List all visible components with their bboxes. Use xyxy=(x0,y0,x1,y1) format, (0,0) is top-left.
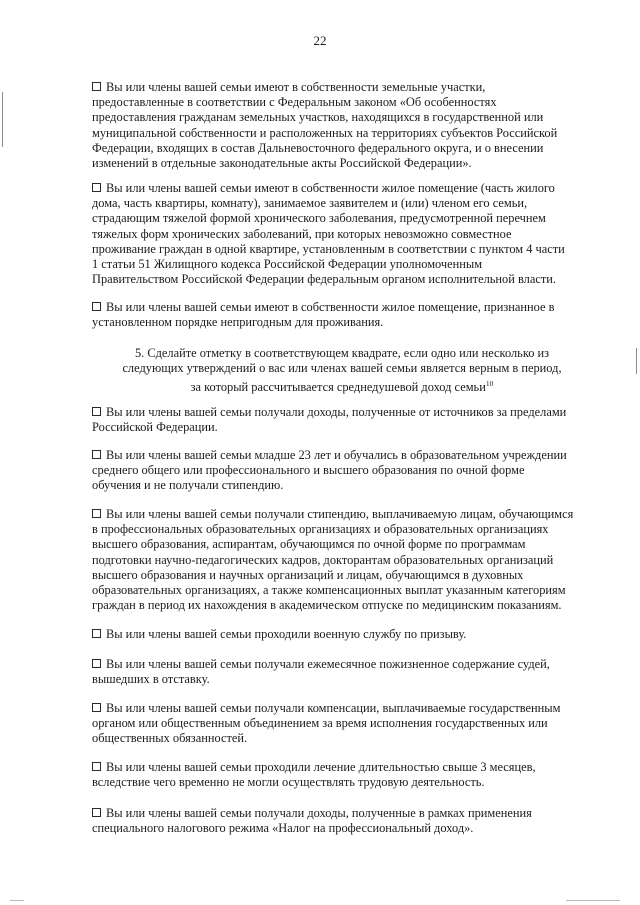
list-item xyxy=(92,80,592,171)
text-line-content: Вы или члены вашей семьи получали стипендию, выплачиваемую лицам, обучающимся xyxy=(106,507,574,521)
text-line: в профессиональных образовательных организациях и образовательных организациях xyxy=(92,522,549,537)
list-item xyxy=(92,507,592,613)
text-line xyxy=(92,507,592,522)
text-line: установленном порядке непригодным для проживания. xyxy=(92,315,384,330)
text-line-content: Вы или члены вашей семьи младше 23 лет и обучались в образовательном учреждении xyxy=(106,448,567,462)
text-line: вышедших в отставку. xyxy=(92,672,210,687)
text-line: Российской Федерации. xyxy=(92,420,218,435)
checkbox[interactable] xyxy=(92,509,101,518)
text-line: специального налогового режима «Налог на профессиональный доход». xyxy=(92,821,474,836)
text-line-content: Вы или члены вашей семьи получали доходы, полученные от источников за пределами xyxy=(106,405,567,419)
text-line: страдающим тяжелой формой хронического заболевания, предусмотренной перечнем xyxy=(92,211,546,226)
text-line xyxy=(92,657,592,672)
text-line xyxy=(92,300,592,315)
text-line: Федерации, входящих в состав Дальневосточного федерального округа, и о внесении xyxy=(92,140,544,155)
text-line: высшего образования, аспирантам, обучающимся по очной форме по программам xyxy=(92,537,526,552)
checkbox[interactable] xyxy=(92,450,101,459)
checkbox[interactable] xyxy=(92,808,101,817)
section-5-heading xyxy=(92,346,592,396)
list-item xyxy=(92,405,592,435)
text-line xyxy=(92,405,592,420)
text-line-content: Вы или члены вашей семьи имеют в собственности жилое помещение (часть жилого xyxy=(106,181,555,195)
text-line-content: Вы или члены вашей семьи проходили военную службу по призыву. xyxy=(106,627,467,641)
footnote-ref: 10 xyxy=(485,379,494,389)
text-line: 5. Сделайте отметку в соответствующем квадрате, если одно или несколько из xyxy=(134,346,550,360)
text-line: Правительством Российской Федерации федеральным органом исполнительной власти. xyxy=(92,272,556,287)
text-line: общественных обязанностей. xyxy=(92,731,248,746)
text-line: среднего общего или профессионального и высшего образования по очной форме xyxy=(92,463,525,478)
text-line: обучения и не получали стипендию. xyxy=(92,478,284,493)
list-item xyxy=(92,701,592,747)
text-line: предоставленные в соответствии с Федеральным законом «Об особенностях xyxy=(92,95,497,110)
text-line: дома, часть квартиры, комнату), занимаемое заявителем и (или) членом его семьи, xyxy=(92,196,528,211)
text-line xyxy=(92,181,592,196)
checkbox[interactable] xyxy=(92,302,101,311)
scan-artifact xyxy=(10,900,24,901)
scan-artifact xyxy=(566,900,620,901)
text-line: органом или общественным объединением за время исполнения государственных или xyxy=(92,716,548,731)
list-item xyxy=(92,627,592,642)
text-line-content: Вы или члены вашей семьи получали доходы, полученные в рамках применения xyxy=(106,806,532,820)
list-item xyxy=(92,657,592,687)
text-line xyxy=(92,376,592,395)
text-line xyxy=(92,806,592,821)
text-line: изменений в отдельные законодательные акты Российской Федерации». xyxy=(92,156,472,171)
text-line xyxy=(92,701,592,716)
text-line-content: Вы или члены вашей семьи проходили лечение длительностью свыше 3 месяцев, xyxy=(106,760,536,774)
text-line: муниципальной собственности и расположенных на территориях субъектов Российской xyxy=(92,125,558,140)
checkbox[interactable] xyxy=(92,183,101,192)
text-line: проживание граждан в одной квартире, установленным в соответствии с пунктом 4 части xyxy=(92,241,565,256)
page-number: 22 xyxy=(313,33,327,48)
list-item xyxy=(92,300,592,330)
text-line: тяжелых форм хронических заболеваний, при которых невозможно совместное xyxy=(92,226,512,241)
text-line xyxy=(92,448,592,463)
checkbox[interactable] xyxy=(92,629,101,638)
checkbox[interactable] xyxy=(92,407,101,416)
text-line-content: Вы или члены вашей семьи имеют в собственности земельные участки, xyxy=(106,80,486,94)
checkbox[interactable] xyxy=(92,82,101,91)
text-line xyxy=(92,760,592,775)
text-line: высшего образования и научных организаций и лицам, обучающимся в духовных xyxy=(92,567,524,582)
text-line-content: Вы или члены вашей семьи имеют в собственности жилое помещение, признанное в xyxy=(106,300,555,314)
scan-edge-mark xyxy=(636,348,637,374)
checkbox[interactable] xyxy=(92,762,101,771)
text-line: граждан в период их нахождения в академическом отпуске по медицинским показаниям. xyxy=(92,598,562,613)
scan-edge-mark xyxy=(2,92,3,147)
list-item xyxy=(92,760,592,790)
text-line-content: за который рассчитывается среднедушевой доход семьи xyxy=(190,380,486,395)
list-item xyxy=(92,448,592,494)
list-item xyxy=(92,806,592,836)
checkbox[interactable] xyxy=(92,703,101,712)
text-line xyxy=(92,80,592,95)
text-line: следующих утверждений о вас или членах вашей семьи является верным в период, xyxy=(122,361,562,376)
text-line: предоставления гражданам земельных участков, находящихся в государственной или xyxy=(92,110,544,125)
list-item xyxy=(92,181,592,287)
text-line: 1 статьи 51 Жилищного кодекса Российской Федерации уполномоченным xyxy=(92,257,483,272)
text-line: образовательных организациях, а также компенсационных выплат указанным категориям xyxy=(92,583,566,598)
checkbox[interactable] xyxy=(92,659,101,668)
text-line-content: Вы или члены вашей семьи получали компенсации, выплачиваемые государственным xyxy=(106,701,561,715)
text-line: подготовки научно-педагогических кадров, докторантам образовательных организаций xyxy=(92,552,554,567)
text-line xyxy=(92,627,592,642)
text-line: вследствие чего временно не могли осуществлять трудовую деятельность. xyxy=(92,775,485,790)
text-line-content: Вы или члены вашей семьи получали ежемесячное пожизненное содержание судей, xyxy=(106,657,550,671)
